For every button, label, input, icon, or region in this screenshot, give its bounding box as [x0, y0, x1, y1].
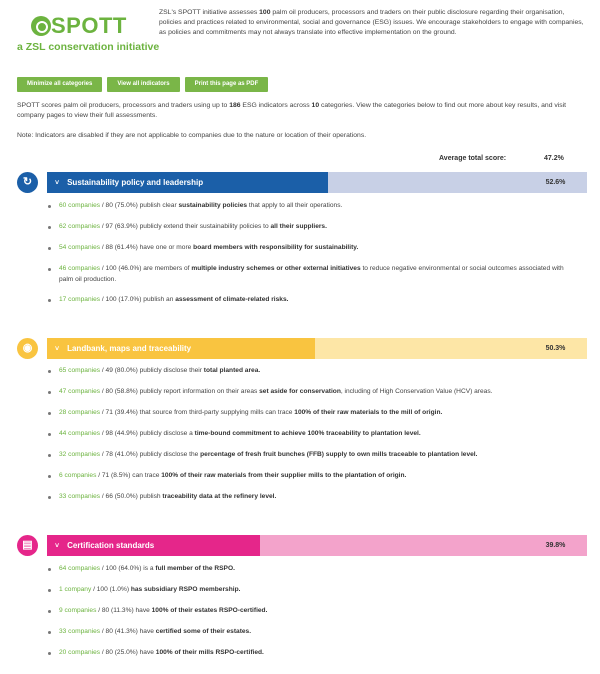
indicator-text-tail: , including of High Conservation Value (HCV) areas.	[340, 388, 493, 395]
indicator-text: / 100 (1.0%)	[91, 586, 131, 593]
company-count-link[interactable]: 17 companies	[59, 296, 101, 303]
indicator-list	[47, 564, 577, 659]
indicator-emphasis: 100% of their estates RSPO-certified.	[151, 607, 268, 614]
company-count-link[interactable]: 20 companies	[59, 649, 101, 656]
indicator-emphasis: board members with responsibility for sustainability.	[193, 244, 359, 251]
intro-text: ZSL's SPOTT initiative assesses 100 palm oil producers, processors and traders on their public disclosure regarding their organisation, policies and practices related to environmental, social and governance (ESG) issues. We encourage stakeholders to engage with companies, as policies and commitments may not always translate into effective implementation on the ground.	[159, 9, 584, 36]
indicator-emphasis: assessment of climate-related risks.	[175, 296, 289, 303]
indicator-list	[47, 366, 577, 503]
indicator-item	[47, 471, 577, 482]
indicator-emphasis: full member of the RSPO.	[155, 565, 235, 572]
certificate-icon	[17, 535, 38, 556]
category-header[interactable]	[47, 172, 587, 193]
indicator-text-tail: that apply to all their operations.	[247, 202, 343, 209]
indicator-text: / 80 (75.0%) publish clear	[100, 202, 179, 209]
summary-text: SPOTT scores palm oil producers, processors and traders using up to 186 ESG indicators across 10 categories. View the categories below to find out more about key results, and visit company pages to view their full assessments.	[17, 102, 567, 119]
category-score: 52.6%	[545, 179, 566, 186]
chevron-down-icon[interactable]: ˅	[55, 543, 60, 550]
chevron-down-icon[interactable]: ˅	[55, 346, 60, 353]
category-title-text: Sustainability policy and leadership	[67, 178, 204, 187]
category-title-text: Landbank, maps and traceability	[67, 344, 192, 353]
company-count-link[interactable]: 54 companies	[59, 244, 101, 251]
indicator-text-tail: to reduce negative environmental or social outcomes associated with palm oil production.	[59, 265, 564, 283]
company-count-link[interactable]: 6 companies	[59, 472, 97, 479]
indicator-text: / 71 (8.5%) can trace	[96, 472, 162, 479]
indicator-item	[47, 222, 577, 233]
category-title[interactable]	[55, 338, 191, 359]
indicator-emphasis: multiple industry schemes or other external initiatives	[191, 265, 361, 272]
indicator-text: / 71 (39.4%) that source from third-party supplying mills can trace	[100, 409, 295, 416]
header	[17, 4, 587, 64]
indicator-text: / 78 (41.0%) publicly disclose the	[100, 451, 201, 458]
indicator-emphasis: traceability data at the refinery level.	[162, 493, 277, 500]
indicator-text: / 80 (11.3%) have	[96, 607, 152, 614]
view-all-indicators-button[interactable]: View all indicators	[107, 77, 179, 92]
company-count-link[interactable]: 60 companies	[59, 202, 101, 209]
indicator-text: / 100 (46.0%) are members of	[100, 265, 192, 272]
map-pin-icon-glyph: ◉	[22, 342, 33, 354]
category-score: 50.3%	[545, 345, 566, 352]
indicator-text: / 97 (63.9%) publicly extend their sustainability policies to	[100, 223, 271, 230]
category-count: 10	[311, 102, 320, 109]
indicator-text: / 66 (50.0%) publish	[100, 493, 163, 500]
indicator-item	[47, 564, 577, 575]
logo-wordmark: SPOTT	[51, 13, 127, 38]
category-title[interactable]	[55, 535, 154, 556]
company-count-link[interactable]: 28 companies	[59, 409, 101, 416]
print-pdf-button[interactable]: Print this page as PDF	[185, 77, 269, 92]
company-count-link[interactable]: 65 companies	[59, 367, 101, 374]
refresh-cycle-icon-glyph: ↻	[22, 176, 33, 188]
indicator-emphasis: 100% of their mills RSPO-certified.	[155, 649, 264, 656]
indicator-count: 186	[229, 102, 241, 109]
map-pin-icon	[17, 338, 38, 359]
category-title-text: Certification standards	[67, 541, 155, 550]
indicator-item	[47, 429, 577, 440]
indicator-item	[47, 408, 577, 419]
note-text: Note: Indicators are disabled if they are not applicable to companies due to the nature or location of their operations.	[17, 132, 367, 139]
indicator-emphasis: sustainability policies	[178, 202, 248, 209]
indicator-item	[47, 295, 577, 306]
indicator-item	[47, 606, 577, 617]
company-count-link[interactable]: 33 companies	[59, 493, 101, 500]
indicator-item	[47, 450, 577, 461]
indicator-item	[47, 648, 577, 659]
indicator-item	[47, 243, 577, 254]
company-count-link[interactable]: 1 company	[59, 586, 92, 593]
indicator-emphasis: all their suppliers.	[270, 223, 327, 230]
indicator-emphasis: has subsidiary RSPO membership.	[130, 586, 241, 593]
indicator-text: / 88 (61.4%) have one or more	[100, 244, 194, 251]
indicator-text: / 80 (25.0%) have	[100, 649, 156, 656]
indicator-emphasis: total planted area.	[203, 367, 261, 374]
indicator-emphasis: time-bound commitment to achieve 100% traceability to plantation level.	[194, 430, 421, 437]
indicator-emphasis: 100% of their raw materials from their supplier mills to the plantation of origin.	[161, 472, 407, 479]
indicator-text: / 98 (44.9%) publicly disclose a	[100, 430, 195, 437]
indicator-text: / 100 (17.0%) publish an	[100, 296, 176, 303]
category-title[interactable]	[55, 172, 203, 193]
indicator-item	[47, 264, 577, 285]
category-header[interactable]	[47, 535, 587, 556]
logo-tagline: a ZSL conservation initiative	[17, 41, 160, 53]
indicator-text: / 80 (41.3%) have	[100, 628, 156, 635]
indicator-emphasis: set aside for conservation	[259, 388, 341, 395]
indicator-item	[47, 585, 577, 596]
average-score-label: Average total score:	[439, 155, 507, 162]
intro-company-count: 100	[259, 9, 271, 16]
company-count-link[interactable]: 46 companies	[59, 265, 101, 272]
indicator-emphasis: 100% of their raw materials to the mill of origin.	[294, 409, 443, 416]
action-buttons	[17, 77, 268, 92]
average-score-value: 47.2%	[544, 155, 564, 162]
indicator-item	[47, 366, 577, 377]
indicator-item	[47, 627, 577, 638]
category-header[interactable]	[47, 338, 587, 359]
indicator-item	[47, 492, 577, 503]
company-count-link[interactable]: 33 companies	[59, 628, 101, 635]
company-count-link[interactable]: 9 companies	[59, 607, 97, 614]
company-count-link[interactable]: 64 companies	[59, 565, 101, 572]
indicator-item	[47, 201, 577, 212]
category-score: 39.8%	[545, 542, 566, 549]
spott-logo-icon	[31, 16, 51, 36]
certificate-icon-glyph: ▤	[22, 539, 33, 551]
indicator-text: / 49 (80.0%) publicly disclose their	[100, 367, 204, 374]
company-count-link[interactable]: 44 companies	[59, 430, 101, 437]
indicator-emphasis: certified some of their estates.	[155, 628, 252, 635]
company-count-link[interactable]: 47 companies	[59, 388, 101, 395]
indicator-emphasis: percentage of fresh fruit bunches (FFB) supply to own mills traceable to plantation level.	[200, 451, 478, 458]
indicator-list	[47, 201, 577, 306]
chevron-down-icon[interactable]: ˅	[55, 180, 60, 187]
refresh-cycle-icon	[17, 172, 38, 193]
minimize-all-button[interactable]: Minimize all categories	[17, 77, 102, 92]
spott-logo[interactable]	[17, 13, 160, 60]
company-count-link[interactable]: 62 companies	[59, 223, 101, 230]
indicator-text: / 100 (64.0%) is a	[100, 565, 156, 572]
company-count-link[interactable]: 32 companies	[59, 451, 101, 458]
indicator-item	[47, 387, 577, 398]
indicator-text: / 80 (58.8%) publicly report information on their areas	[100, 388, 260, 395]
